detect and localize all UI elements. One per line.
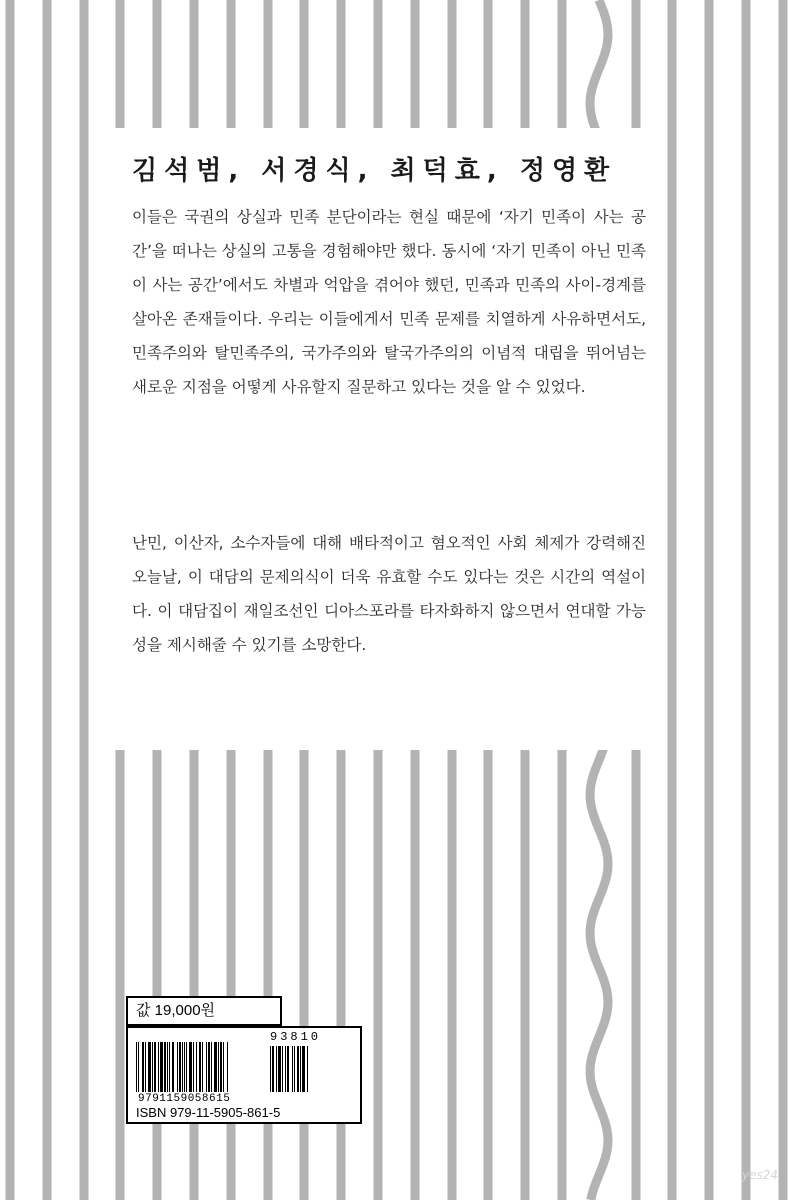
price-label: 값 19,000원 [126,996,282,1026]
barcode-bar [278,1046,281,1092]
description-paragraph-2: 난민, 이산자, 소수자들에 대해 배타적이고 혐오적인 사회 체제가 강력해진 오늘날, 이 대담의 문제의식이 더욱 유효할 수도 있다는 것은 시간의 역설이다. 이 대담집이 재일조선인 디아스포라를 타자화하지 않으면서 연대할 가능성을 제시해줄 수 있기를 소망한다. [132,534,646,654]
barcode-bar [182,1042,183,1092]
barcode-bar [223,1042,224,1092]
barcode-bar [287,1046,289,1092]
barcode-bar [297,1046,299,1092]
ean-number: 9791159058615 [138,1093,231,1105]
barcode-bar [177,1042,178,1092]
barcode-bar [292,1046,293,1092]
barcode-bar [184,1042,185,1092]
description-paragraph-1: 이들은 국권의 상실과 민족 분단이라는 현실 때문에 ‘자기 민족이 사는 공간’을 떠나는 상실의 고통을 경험해야만 했다. 동시에 ‘자기 민족이 아닌 민족이 사는 공간’에서도 차별과 억압을 겪어야 했던, 민족과 민족의 사이-경계를 살아온 존재들이다. 우리는 이들에게서 민족 문제를 치열하게 사유하면서도, 민족주의와 탈민족주의, 국가주의와 탈국가주의의 이념적 대립을 뛰어넘는 새로운 지점을 어떻게 사유할지 질문하고 있다는 것을 알 수 있었다. [132,208,646,396]
back-cover-text-panel [108,128,666,750]
barcode-bar [164,1042,166,1092]
barcode-bar [218,1042,219,1092]
barcode-bar [211,1042,212,1092]
barcode-bar [152,1042,153,1092]
barcode-bar [307,1046,308,1092]
barcode-bar [272,1046,274,1092]
barcode-bar [227,1042,228,1092]
author-names: 김석범, 서경식, 최덕효, 정영환 [132,156,617,186]
barcode-bar [220,1042,222,1092]
barcode-bar [179,1042,181,1092]
barcode-bar [206,1042,207,1092]
barcode-bar [276,1046,277,1092]
barcode-bar [208,1042,210,1092]
barcode-bar [202,1042,203,1092]
barcode-bar [172,1042,174,1092]
barcode-bar [138,1042,139,1092]
barcode-bar [270,1046,271,1092]
barcode-bar [167,1042,168,1092]
barcode-bar [189,1042,192,1092]
barcode-block [126,1026,362,1124]
barcode-bar [154,1042,156,1092]
ean-barcode [136,1042,264,1094]
barcode-bar [196,1042,197,1092]
barcode-bar [302,1046,305,1092]
barcode-bar [285,1046,286,1092]
barcode-bar [169,1042,170,1092]
barcode-bar [160,1042,163,1092]
barcode-bar [145,1042,146,1092]
barcode-bar [214,1042,217,1092]
barcode-bar [158,1042,159,1092]
addon-barcode [270,1046,350,1094]
barcode-bar [300,1046,301,1092]
barcode-bar [294,1046,295,1092]
barcode-bar [282,1046,283,1092]
barcode-bar [186,1042,187,1092]
addon-code: 93810 [270,1030,322,1044]
barcode-bar [199,1042,201,1092]
barcode-bar [148,1042,151,1092]
barcode-bar [142,1042,144,1092]
isbn-number: ISBN 979-11-5905-861-5 [136,1105,281,1120]
barcode-bar [136,1042,137,1092]
watermark: yes24 [742,1168,779,1182]
barcode-bar [193,1042,194,1092]
